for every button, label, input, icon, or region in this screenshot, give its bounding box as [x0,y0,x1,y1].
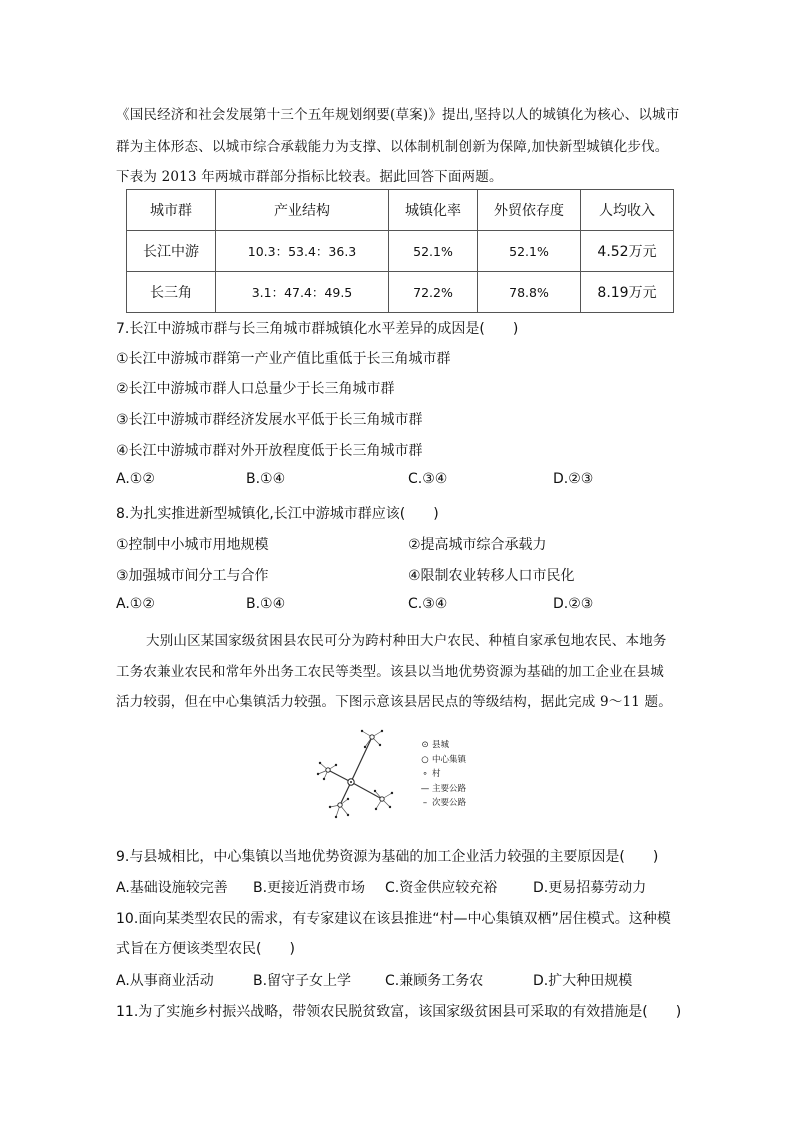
secondary-road-icon: – [422,798,428,808]
legend-item [418,738,466,753]
q7-option-a: A.①② [116,471,155,487]
table-cell: 4.52万元 [581,231,674,272]
q8-item-1: ①控制中小城市用地规模 [116,537,269,553]
table-header: 城镇化率 [389,190,478,231]
q8-option-a: A.①② [116,596,155,612]
q9-option-a: A.基础设施较完善 [116,880,228,896]
q7-option-b: B.①④ [246,471,286,487]
table-row [127,231,674,272]
q10-option-a: A.从事商业活动 [116,973,214,989]
legend-item [418,767,466,782]
passage-line-2: 工务农兼业农民和常年外出务工农民等类型。该县以当地优势资源为基础的加工企业在县城 [116,664,664,680]
legend-label: 主要公路 [432,783,467,794]
table-cell: 10.3：53.4：36.3 [216,231,389,272]
q8-item-2: ②提高城市综合承载力 [408,537,547,553]
q10-option-c: C.兼顾务工务农 [385,973,484,989]
legend-label: 村 [432,769,441,779]
q8-stem: 8.为扎实推进新型城镇化,长江中游城市群应该( ) [116,506,439,522]
table-header-row [127,190,674,231]
diagram-legend [418,738,466,811]
q7-stem: 7.长江中游城市群与长三角城市群城镇化水平差异的成因是( ) [116,321,519,337]
q7-item-3: ③长江中游城市群经济发展水平低于长三角城市群 [116,412,423,428]
table-cell: 长三角 [127,272,216,313]
q10-stem-line-2: 式旨在方便该类型农民( ) [116,941,295,957]
legend-item [418,753,466,768]
q7-option-d: D.②③ [553,471,594,487]
q11-stem: 11.为了实施乡村振兴战略，带领农民脱贫致富，该国家级贫困县可采取的有效措施是( ) [116,1004,682,1020]
q9-stem: 9.与县城相比，中心集镇以当地优势资源为基础的加工企业活力较强的主要原因是( ) [116,849,659,865]
table-cell: 52.1% [389,231,478,272]
q7-item-4: ④长江中游城市群对外开放程度低于长三角城市群 [116,443,423,459]
q7-item-2: ②长江中游城市群人口总量少于长三角城市群 [116,381,395,397]
county-town-icon: ⊙ [421,740,429,750]
q9-option-c: C.资金供应较充裕 [385,880,498,896]
table-cell: 长江中游 [127,231,216,272]
legend-label: 中心集镇 [432,754,467,765]
table-header: 外贸依存度 [478,190,581,231]
q7-item-1: ①长江中游城市群第一产业产值比重低于长三角城市群 [116,351,451,367]
comparison-table [126,189,674,313]
table-cell: 52.1% [478,231,581,272]
legend-label: 县城 [432,740,450,750]
legend-item [418,782,466,797]
q8-option-c: C.③④ [408,596,448,612]
q7-option-c: C.③④ [408,471,448,487]
q8-item-3: ③加强城市间分工与合作 [116,568,269,584]
q8-option-b: B.①④ [246,596,286,612]
legend-label: 次要公路 [432,798,467,808]
q10-stem-line-1: 10.面向某类型农民的需求，有专家建议在该县推进“村—中心集镇双栖”居住模式。这种模 [116,911,671,927]
q10-option-b: B.留守子女上学 [253,973,352,989]
q10-option-d: D.扩大种田规模 [533,973,633,989]
table-header: 人均收入 [581,190,674,231]
table-header: 产业结构 [216,190,389,231]
table-cell: 78.8% [478,272,581,313]
village-icon: ∘ [422,769,428,779]
intro-line-2: 群为主体形态、以城市综合承载能力为支撑、以体制机制创新为保障,加快新型城镇化步伐。 [116,139,669,155]
intro-line-1: 《国民经济和社会发展第十三个五年规划纲要(草案)》提出,坚持以人的城镇化为核心、以城市 [116,107,680,123]
table-row [127,272,674,313]
q9-option-d: D.更易招募劳动力 [533,880,647,896]
table-cell: 8.19万元 [581,272,674,313]
table-header: 城市群 [127,190,216,231]
q8-item-4: ④限制农业转移人口市民化 [408,568,575,584]
legend-item [418,796,466,811]
main-road-icon: — [420,783,430,794]
passage-line-1: 大别山区某国家级贫困县农民可分为跨村种田大户农民、种植自家承包地农民、本地务 [146,633,667,649]
table-cell: 3.1：47.4：49.5 [216,272,389,313]
intro-line-3: 下表为 2013 年两城市群部分指标比较表。据此回答下面两题。 [116,169,503,185]
q8-option-d: D.②③ [553,596,594,612]
central-town-icon: ○ [421,754,429,765]
passage-line-3: 活力较弱，但在中心集镇活力较强。下图示意该县居民点的等级结构，据此完成 9～11 题。 [116,694,672,710]
q9-option-b: B.更接近消费市场 [253,880,366,896]
table-cell: 72.2% [389,272,478,313]
